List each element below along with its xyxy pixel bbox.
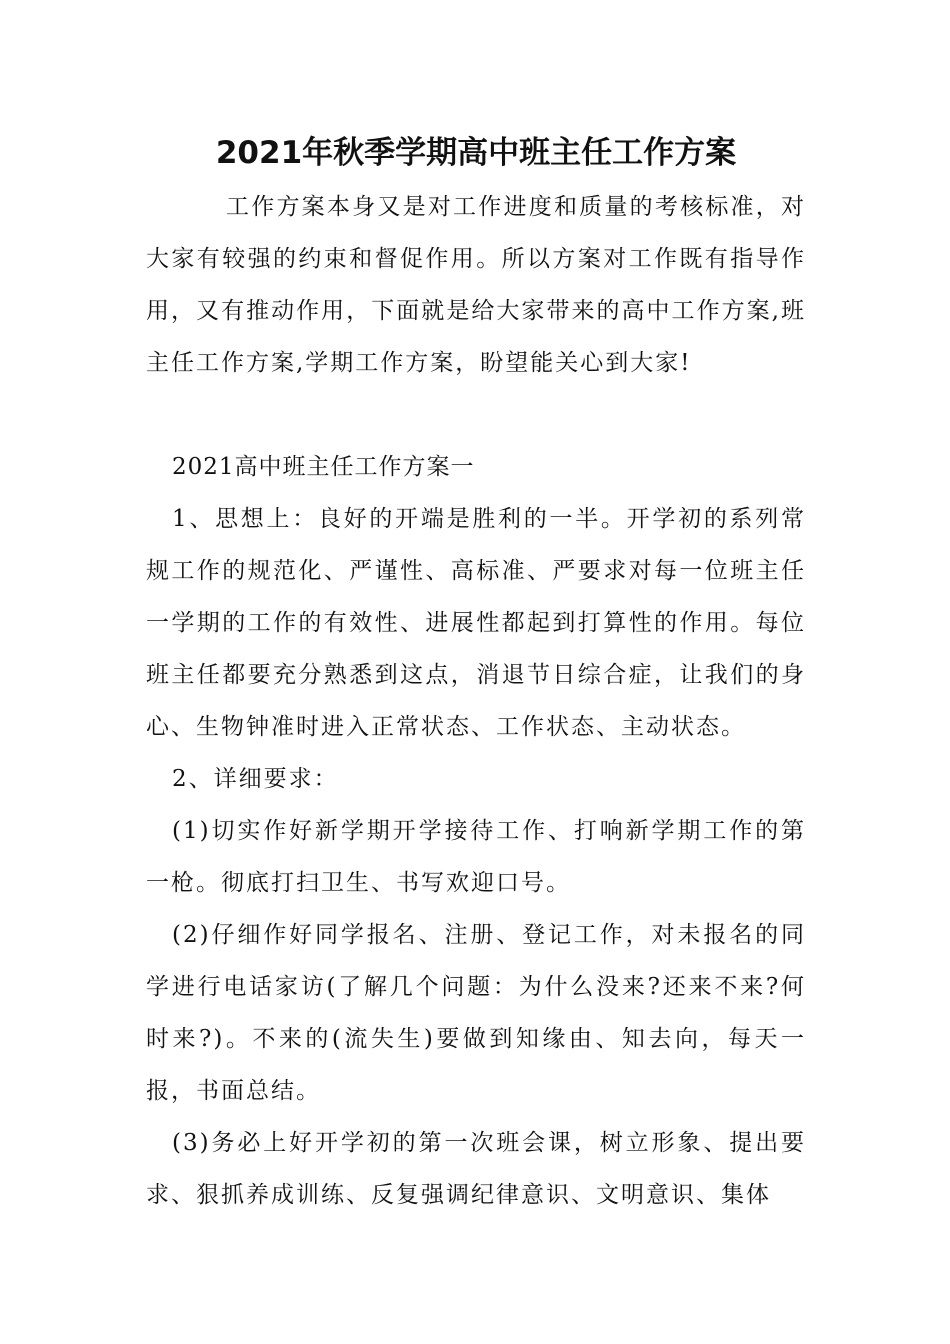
document-page [146, 125, 806, 1221]
paragraph-item-2: (2)仔细作好同学报名、注册、登记工作，对未报名的同学进行电话家访(了解几个问题：为什么没来?还来不来?何时来?)。不来的(流失生)要做到知缘由、知去向，每天一报，书面总结。 [146, 922, 806, 1104]
paragraph-requirements: 2、详细要求： [172, 766, 339, 792]
blank-line [146, 389, 806, 441]
section-heading: 2021高中班主任工作方案一 [172, 454, 475, 480]
intro-paragraph: 工作方案本身又是对工作进度和质量的考核标准，对大家有较强的约束和督促作用。所以方案对工作既有指导作用，又有推动作用，下面就是给大家带来的高中工作方案,班主任工作方案,学期工作方案，盼望能关心到大家! [146, 194, 806, 376]
document-title: 2021年秋季学期高中班主任工作方案 [215, 135, 737, 171]
paragraph-item-1: (1)切实作好新学期开学接待工作、打响新学期工作的第一枪。彻底打扫卫生、书写欢迎口号。 [146, 818, 806, 896]
paragraph-item-3: (3)务必上好开学初的第一次班会课，树立形象、提出要求、狠抓养成训练、反复强调纪律意识、文明意识、集体 [146, 1130, 806, 1208]
paragraph-thinking: 1、思想上：良好的开端是胜利的一半。开学初的系列常规工作的规范化、严谨性、高标准、严要求对每一位班主任一学期的工作的有效性、进展性都起到打算性的作用。每位班主任都要充分熟悉到这点，消退节日综合症，让我们的身心、生物钟准时进入正常状态、工作状态、主动状态。 [146, 506, 806, 740]
